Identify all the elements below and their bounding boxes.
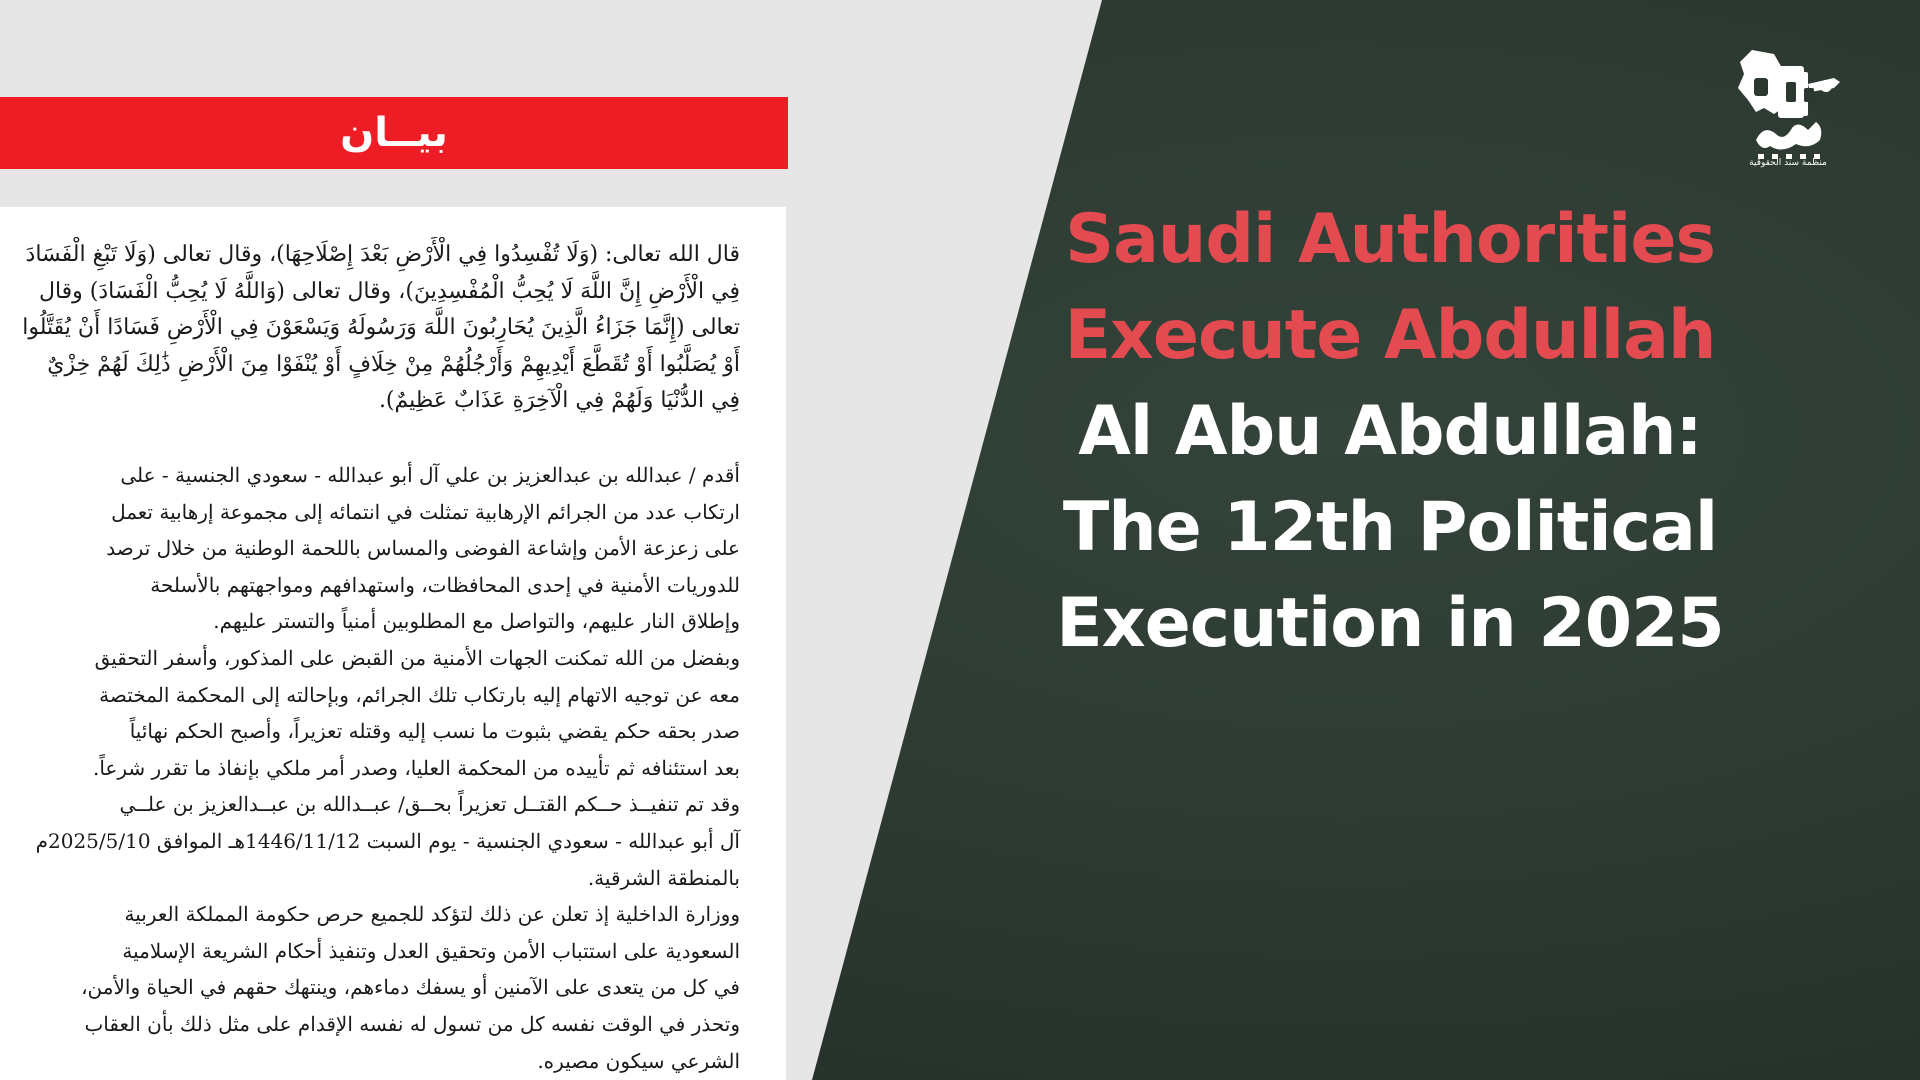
body-line: في كل من يتعدى على الآمنين أو يسفك دماءهم، وينتهك حقهم في الحياة والأمن، bbox=[81, 975, 740, 1000]
body-line: وتحذر في الوقت نفسه كل من تسول له نفسه الإقدام على مثل ذلك بأن العقاب bbox=[84, 1011, 740, 1036]
body-line: صدر بحقه حكم يقضي بثبوت ما نسب إليه وقتله تعزيراً، وأصبح الحكم نهائياً bbox=[129, 719, 740, 744]
body-line: وإطلاق النار عليهم، والتواصل مع المطلوبين أمنياً والتستر عليهم. bbox=[213, 609, 740, 634]
headline-line: The 12th Political bbox=[1062, 488, 1718, 567]
body-line: وبفضل من الله تمكنت الجهات الأمنية من القبض على المذكور، وأسفر التحقيق bbox=[94, 645, 740, 670]
sanad-logo-icon bbox=[1734, 48, 1842, 170]
quote-line: فِي الدُّنْيَا وَلَهُمْ فِي الْآخِرَةِ عَذَابٌ عَظِيمٌ). bbox=[378, 388, 740, 413]
headline-line: Execution in 2025 bbox=[1056, 584, 1724, 663]
body-line: بعد استئنافه ثم تأييده من المحكمة العليا، وصدر أمر ملكي بإنفاذ ما تقرر شرعاً. bbox=[92, 755, 740, 780]
headline bbox=[1040, 192, 1740, 672]
body-line: وقد تم تنفيــذ حــكم القتــل تعزيراً بحــق/ عبــدالله بن عبــدالعزيز بن علــي bbox=[119, 792, 740, 817]
body-line: معه عن توجيه الاتهام إليه بارتكاب تلك الجرائم، وبإحالته إلى المحكمة المختصة bbox=[99, 682, 740, 707]
body-line: للدوريات الأمنية في إحدى المحافظات، واستهدافهم ومواجهتهم بالأسلحة bbox=[150, 572, 740, 597]
org-name: منظمة سند الحقوقية bbox=[1749, 158, 1827, 168]
quote-line: فِي الْأَرْضِ إِنَّ اللَّهَ لَا يُحِبُّ الْمُفْسِدِينَ)، وقال تعالى (وَاللَّهُ لَا يُحِبُّ الْفَسَادَ) وقال bbox=[38, 278, 740, 304]
quote-line: قال الله تعالى: (وَلَا تُفْسِدُوا فِي الْأَرْضِ بَعْدَ إِصْلَاحِهَا)، وقال تعالى (وَلَا تَبْغِ الْفَسَادَ bbox=[25, 242, 740, 267]
quran-quote bbox=[0, 237, 740, 420]
statement-header-bar bbox=[0, 97, 788, 169]
body-line: الشرعي سيكون مصيره. bbox=[537, 1048, 740, 1073]
body-line: بالمنطقة الشرقية. bbox=[587, 865, 740, 890]
body-line: السعودية على استتباب الأمن وتحقيق العدل وتنفيذ أحكام الشريعة الإسلامية bbox=[122, 938, 740, 963]
headline-line: Al Abu Abdullah: bbox=[1078, 392, 1702, 471]
body-line: ووزارة الداخلية إذ تعلن عن ذلك لتؤكد للجميع حرص حكومة المملكة العربية bbox=[124, 902, 740, 927]
statement-header: بيــان bbox=[340, 110, 448, 156]
quote-line: أَوْ يُصَلَّبُوا أَوْ تُقَطَّعَ أَيْدِيهِمْ وَأَرْجُلُهُمْ مِنْ خِلَافٍ أَوْ يُنْفَوْا مِنَ الْأَرْضِ ذَٰلِكَ لَهُمْ خِزْيٌ bbox=[47, 351, 740, 377]
statement-body bbox=[0, 457, 740, 1079]
quote-line: تعالى (إِنَّمَا جَزَاءُ الَّذِينَ يُحَارِبُونَ اللَّهَ وَرَسُولَهُ وَيَسْعَوْنَ فِي الْأَرْضِ فَسَادًا أَنْ يُقَتَّلُوا bbox=[22, 315, 740, 340]
headline-line: Saudi Authorities bbox=[1065, 200, 1715, 279]
body-line: ارتكاب عدد من الجرائم الإرهابية تمثلت في انتمائه إلى مجموعة إرهابية تعمل bbox=[111, 499, 740, 524]
body-line: على زعزعة الأمن وإشاعة الفوضى والمساس باللحمة الوطنية من خلال ترصد bbox=[106, 536, 740, 561]
body-line: أقدم / عبدالله بن عبدالعزيز بن علي آل أبو عبدالله - سعودي الجنسية - على bbox=[120, 463, 740, 487]
body-line: آل أبو عبدالله - سعودي الجنسية - يوم السبت 1446/11/12هـ الموافق 2025/5/10م bbox=[35, 828, 740, 853]
statement-paper bbox=[0, 207, 786, 1080]
headline-line: Execute Abdullah bbox=[1064, 296, 1716, 375]
